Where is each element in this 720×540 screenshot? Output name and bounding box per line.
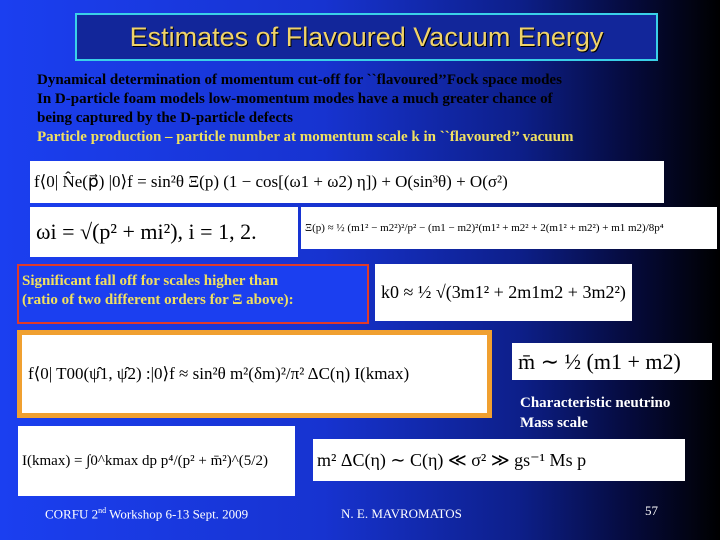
intro-line-1: Dynamical determination of momentum cut-off for ``flavoured’’Fock space modes: [37, 72, 562, 88]
equation-I-kmax: [18, 426, 295, 496]
footer-author: N. E. MAVROMATOS: [341, 506, 462, 521]
neutrino-mass-label: [520, 393, 670, 433]
intro-line-2: In D-particle foam models low-momentum modes have a much greater chance of: [37, 91, 553, 107]
equation-xi-approx: [301, 207, 717, 249]
neutrino-mass-label-line-2: Mass scale: [520, 415, 588, 431]
footer-workshop-post: Workshop 6-13 Sept. 2009: [106, 506, 249, 522]
scales-callout-line-2: (ratio of two different orders for Ξ above):: [22, 292, 294, 308]
equation-I-kmax-text: I(kmax) = ∫0^kmax dp p⁴/(p² + m̄²)^(5/2): [22, 452, 268, 469]
equation-m-bar-text: m̄ ∼ ½ (m1 + m2): [518, 348, 681, 374]
equation-delta-c-text: m² ΔC(η) ∼ C(η) ≪ σ² ≫ gs⁻¹ Ms p: [317, 449, 587, 470]
equation-k0: [375, 264, 632, 321]
intro-line-3: being captured by the D-particle defects: [37, 110, 293, 126]
intro-line-4: Particle production – particle number at momentum scale k in ``flavoured’’ vacuum: [37, 129, 574, 145]
footer-workshop: [45, 506, 248, 522]
equation-delta-c: [313, 439, 685, 481]
footer-workshop-pre: CORFU 2: [45, 506, 99, 522]
slide-number: 57: [645, 503, 658, 518]
equation-xi-approx-text: Ξ(p) ≈ ½ (m1² − m2²)²/p² − (m1 − m2)²(m1² + m2² + 2(m1² + m2²) + m1 m2)/8p⁴: [305, 222, 664, 234]
neutrino-mass-label-line-1: Characteristic neutrino: [520, 395, 671, 411]
scales-callout-line-1: Significant fall off for scales higher than: [22, 273, 279, 289]
scales-callout: [17, 264, 369, 324]
equation-particle-number-text: f⟨0| N̂e(p⃗) |0⟩f = sin²θ Ξ(p) (1 − cos[(ω1 + ω2) η]) + O(sin³θ) + O(σ²): [34, 172, 508, 191]
equation-t00: [22, 335, 487, 413]
equation-omega: [30, 207, 298, 257]
equation-t00-frame: [17, 330, 492, 418]
equation-t00-text: f⟨0| T00(ψ̂1, ψ̂2) :|0⟩f ≈ sin²θ m²(δm)²/π² ΔC(η) I(kmax): [28, 364, 410, 383]
equation-m-bar: [512, 343, 712, 380]
equation-k0-text: k0 ≈ ½ √(3m1² + 2m1m2 + 3m2²): [381, 282, 626, 302]
equation-omega-text: ωi = √(p² + mi²), i = 1, 2.: [36, 219, 257, 244]
slide-title: Estimates of Flavoured Vacuum Energy: [129, 21, 604, 52]
intro-text: [37, 71, 697, 147]
title-banner: [75, 13, 658, 61]
equation-particle-number: [30, 161, 664, 203]
footer-workshop-sup: nd: [98, 506, 107, 515]
